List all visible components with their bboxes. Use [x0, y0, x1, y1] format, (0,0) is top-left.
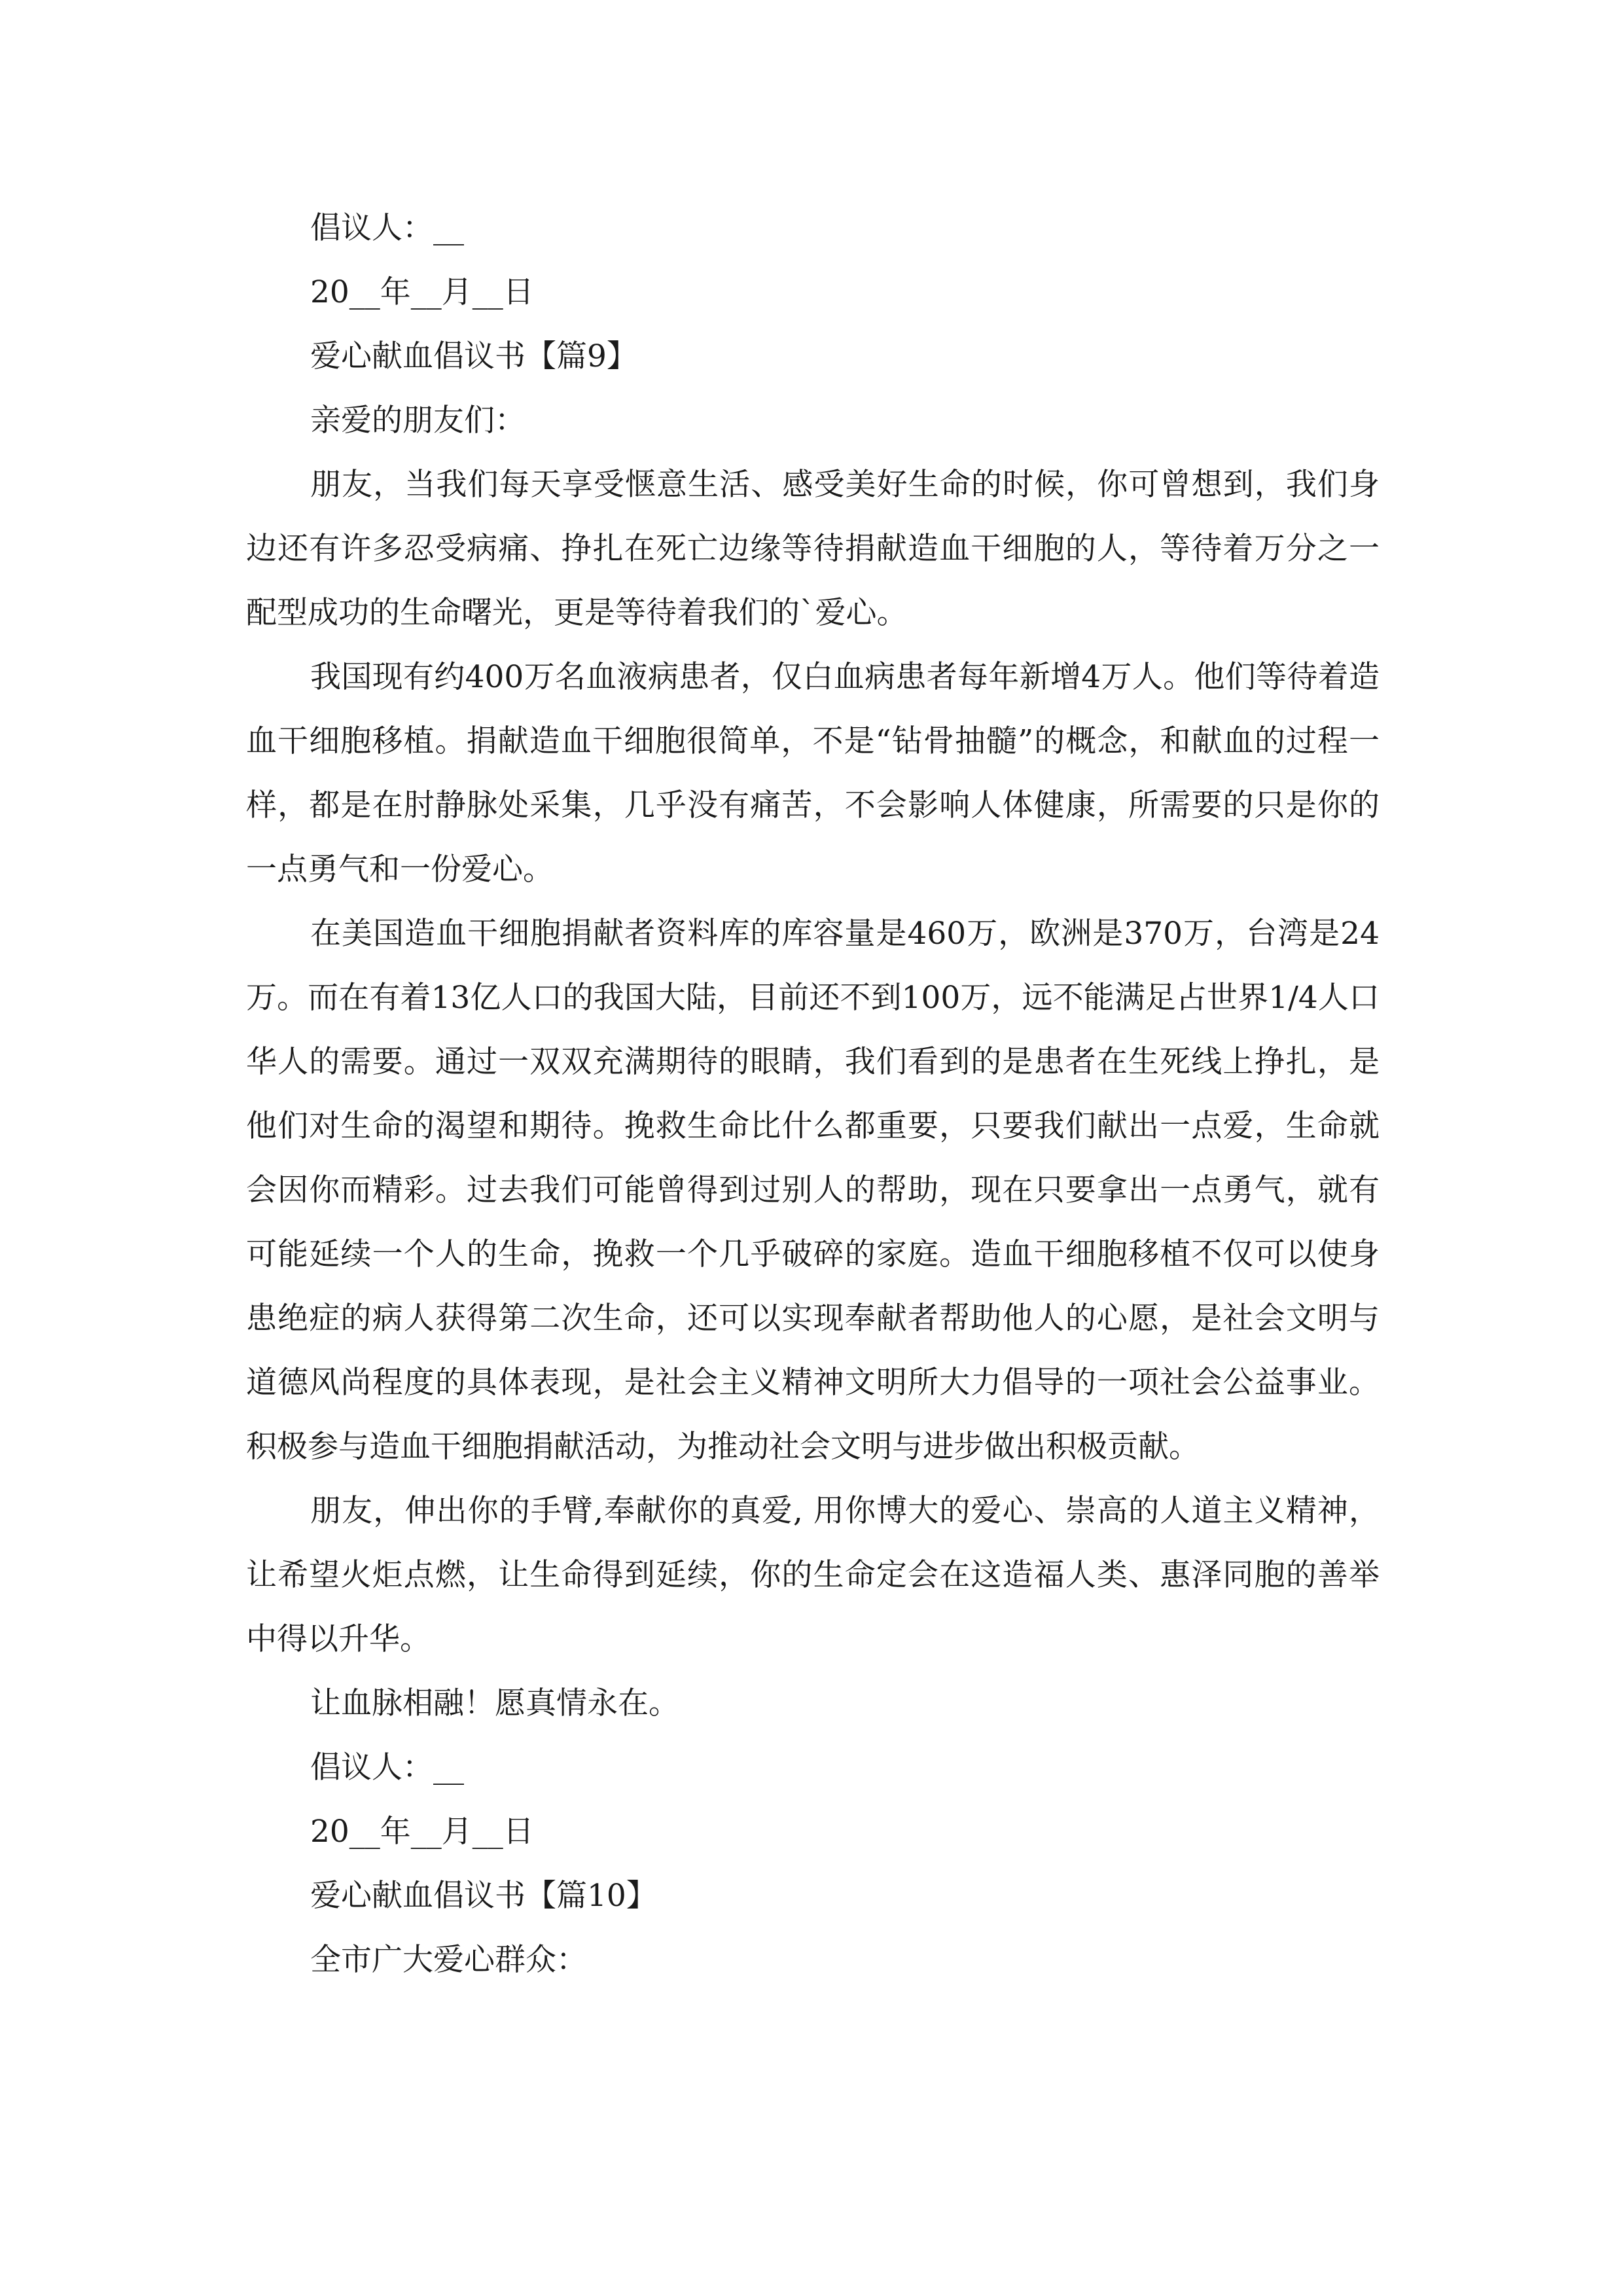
body-paragraph: 我国现有约400万名血液病患者，仅白血病患者每年新增4万人。他们等待着造血干细胞移植。捐献造血干细胞很简单，不是“钻骨抽髓”的概念，和献血的过程一样，都是在肘静脉处采集，几乎没有痛苦，不会影响人体健康，所需要的只是你的一点勇气和一份爱心。: [246, 659, 1380, 888]
salutation: 亲爱的朋友们：: [310, 403, 526, 439]
date-line: 20__年__月__日: [310, 1814, 534, 1850]
date-line: 20__年__月__日: [310, 274, 534, 310]
proposer-line: 倡议人：__: [310, 1749, 464, 1785]
body-paragraph: 朋友，伸出你的手臂,奉献你的真爱, 用你博大的爱心、崇高的人道主义精神，让希望火炬点燃，让生命得到延续，你的生命定会在这造福人类、惠泽同胞的善举中得以升华。: [246, 1493, 1380, 1657]
body-paragraph: 朋友，当我们每天享受惬意生活、感受美好生命的时候，你可曾想到，我们身边还有许多忍受病痛、挣扎在死亡边缘等待捐献造血干细胞的人，等待着万分之一配型成功的生命曙光，更是等待着我们的`爱心。: [246, 467, 1380, 631]
section-title: 爱心献血倡议书【篇10】: [310, 1878, 657, 1914]
document-body: [246, 196, 1380, 1992]
body-paragraph: 在美国造血干细胞捐献者资料库的库容量是460万，欧洲是370万，台湾是24万。而在有着13亿人口的我国大陆，目前还不到100万，远不能满足占世界1/4人口华人的需要。通过一双双充满期待的眼睛，我们看到的是患者在生死线上挣扎，是他们对生命的渴望和期待。挽救生命比什么都重要，只要我们献出一点爱，生命就会因你而精彩。过去我们可能曾得到过别人的帮助，现在只要拿出一点勇气，就有可能延续一个人的生命，挽救一个几乎破碎的家庭。造血干细胞移植不仅可以使身患绝症的病人获得第二次生命，还可以实现奉献者帮助他人的心愿，是社会文明与道德风尚程度的具体表现，是社会主义精神文明所大力倡导的一项社会公益事业。积极参与造血干细胞捐献活动，为推动社会文明与进步做出积极贡献。: [246, 916, 1380, 1465]
proposer-line: 倡议人：__: [310, 210, 464, 246]
closing-line: 让血脉相融！愿真情永在。: [310, 1685, 679, 1721]
section-title: 爱心献血倡议书【篇9】: [310, 338, 637, 374]
salutation: 全市广大爱心群众：: [310, 1942, 587, 1978]
